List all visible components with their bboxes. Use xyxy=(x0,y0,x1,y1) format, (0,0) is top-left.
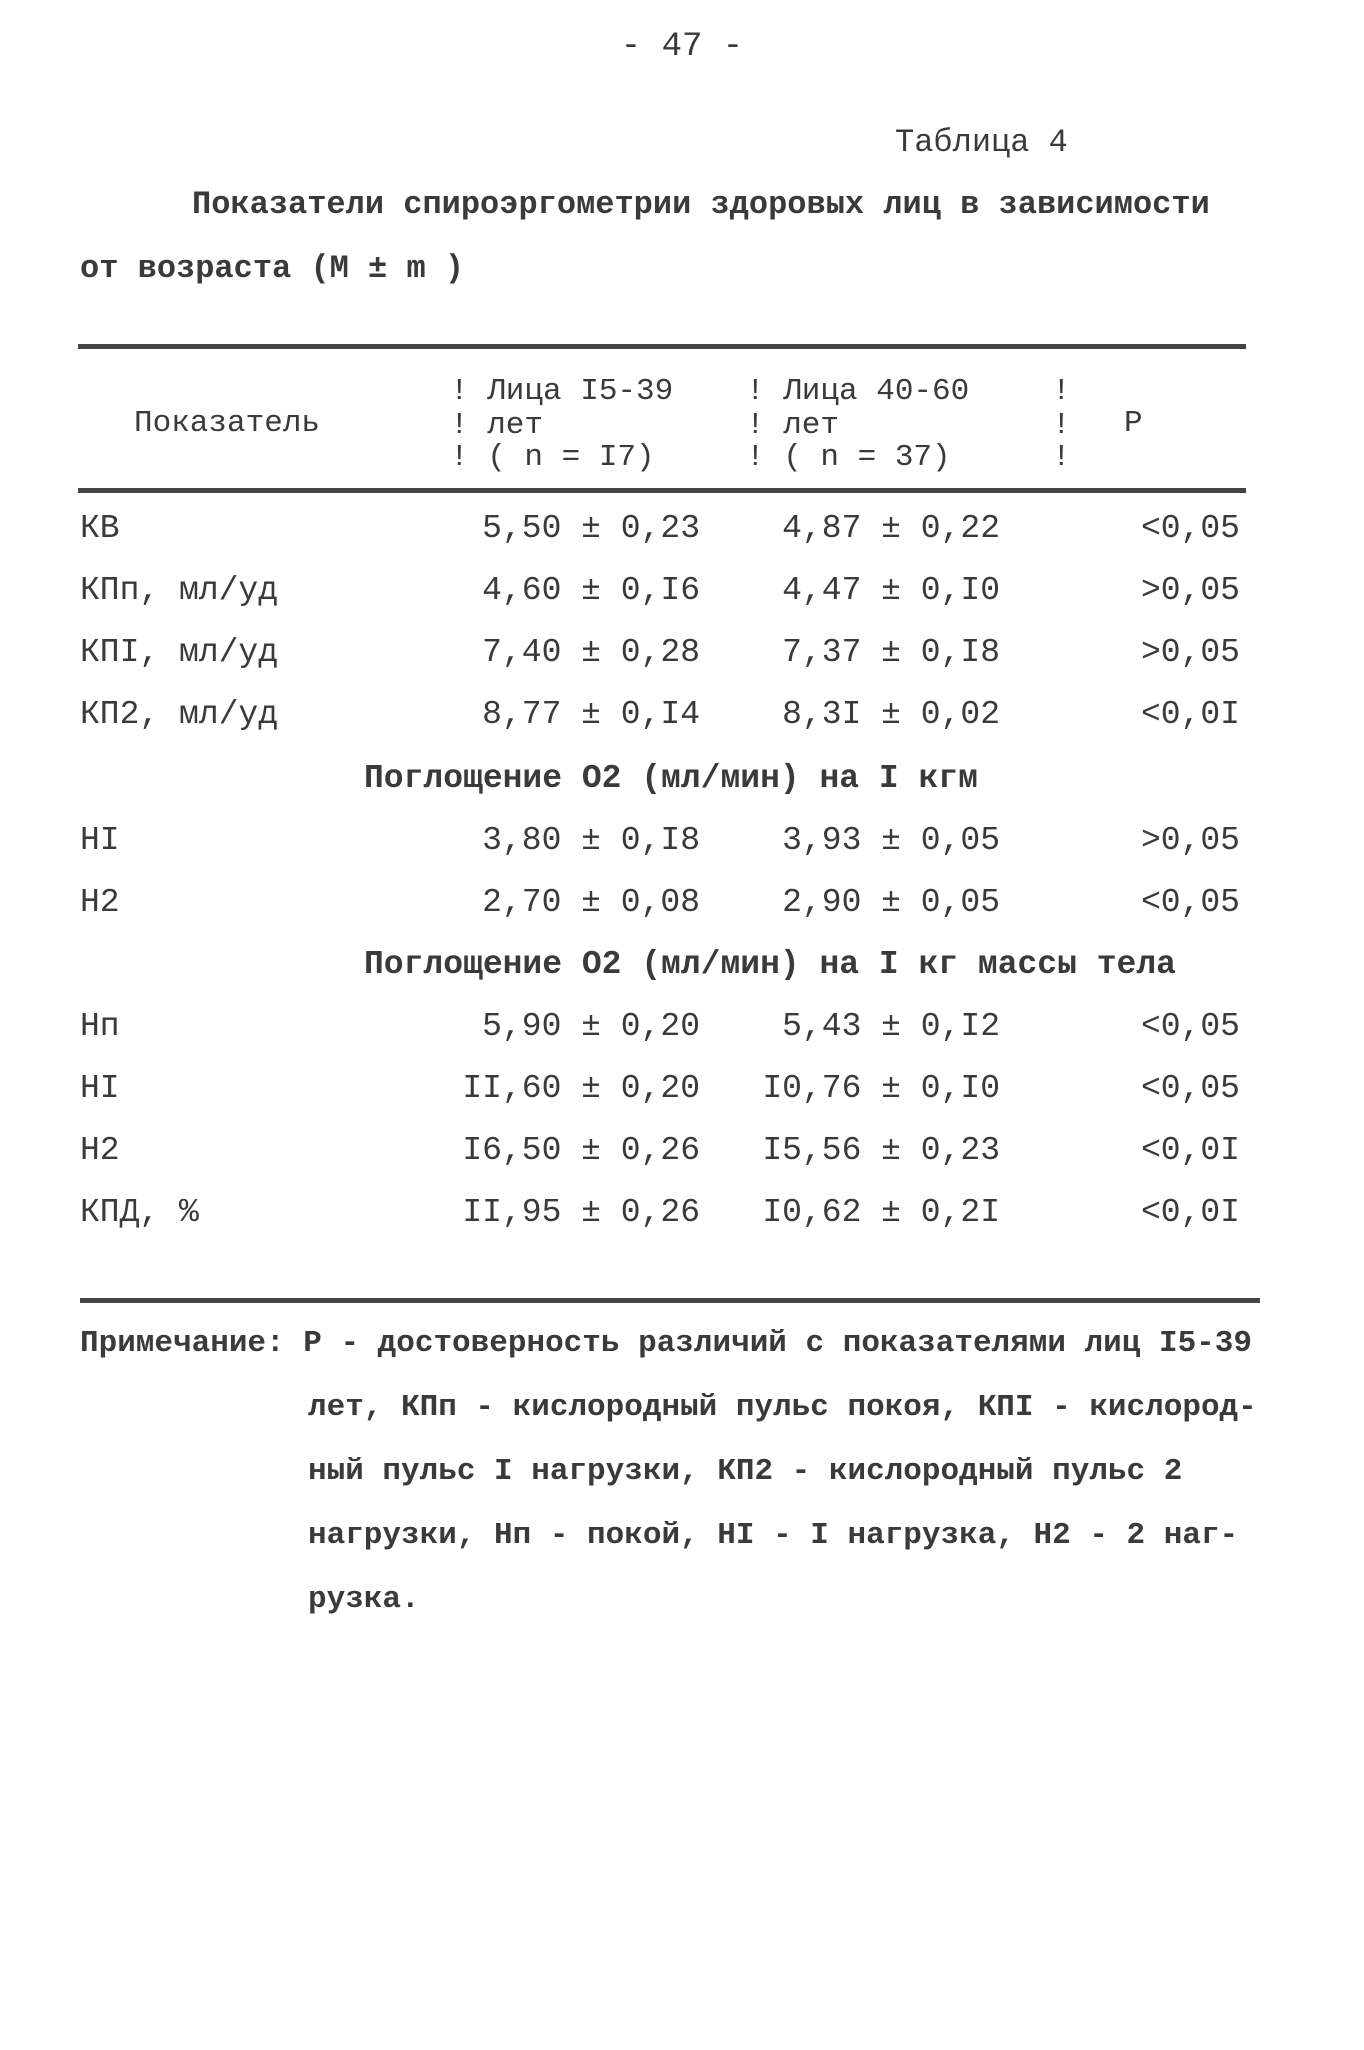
page-number: - 47 - xyxy=(620,28,744,66)
row-p-value: <0,0I xyxy=(1140,1194,1240,1231)
table-title-line-2: от возраста (М ± m ) xyxy=(80,250,465,287)
row-value-group1: 7,40 ± 0,28 xyxy=(482,634,700,671)
row-value-group2: 2,90 ± 0,05 xyxy=(782,884,1000,921)
row-value-group2: 5,43 ± 0,I2 xyxy=(782,1008,1000,1045)
row-name: H2 xyxy=(80,884,120,921)
row-p-value: <0,05 xyxy=(1140,1070,1240,1107)
row-name: HI xyxy=(80,1070,120,1107)
table-title-line-1: Показатели спироэргометрии здоровых лиц в зависимости xyxy=(192,186,1210,223)
row-value-group2: 4,47 ± 0,I0 xyxy=(782,572,1000,609)
note-line-5: рузка. xyxy=(308,1582,420,1617)
row-value-group1: 8,77 ± 0,I4 xyxy=(482,696,700,733)
row-value-group2: I0,76 ± 0,I0 xyxy=(762,1070,1000,1107)
header-group1-line1: ! Лица I5-39 xyxy=(450,374,674,409)
row-name: HI xyxy=(80,822,120,859)
row-value-group2: 3,93 ± 0,05 xyxy=(782,822,1000,859)
row-value-group2: 4,87 ± 0,22 xyxy=(782,510,1000,547)
row-p-value: <0,05 xyxy=(1140,1008,1240,1045)
header-group2-line1: ! Лица 40-60 xyxy=(746,374,970,409)
row-name: H2 xyxy=(80,1132,120,1169)
row-value-group2: 8,3I ± 0,02 xyxy=(782,696,1000,733)
row-value-group1: 3,80 ± 0,I8 xyxy=(482,822,700,859)
header-group2-line3: ! ( n = 37) xyxy=(746,440,951,475)
note-line-4: нагрузки, Hп - покой, HI - I нагрузка, H2 - 2 наг- xyxy=(308,1518,1239,1553)
row-value-group2: I0,62 ± 0,2I xyxy=(762,1194,1000,1231)
row-name: КПД, % xyxy=(80,1194,199,1231)
row-value-group1: 5,90 ± 0,20 xyxy=(482,1008,700,1045)
row-value-group2: 7,37 ± 0,I8 xyxy=(782,634,1000,671)
row-value-group1: II,95 ± 0,26 xyxy=(462,1194,700,1231)
row-value-group2: I5,56 ± 0,23 xyxy=(762,1132,1000,1169)
row-value-group1: II,60 ± 0,20 xyxy=(462,1070,700,1107)
header-separator-line1: ! xyxy=(1052,374,1071,409)
row-p-value: >0,05 xyxy=(1140,572,1240,609)
table-label: Таблица 4 xyxy=(895,124,1068,161)
row-value-group1: 4,60 ± 0,I6 xyxy=(482,572,700,609)
row-p-value: >0,05 xyxy=(1140,822,1240,859)
table-top-rule xyxy=(78,344,1246,349)
header-p: P xyxy=(1124,406,1143,441)
row-p-value: <0,0I xyxy=(1140,1132,1240,1169)
note-line-3: ный пульс I нагрузки, КП2 - кислородный пульс 2 xyxy=(308,1454,1183,1489)
row-name: Hп xyxy=(80,1008,120,1045)
row-value-group1: 2,70 ± 0,08 xyxy=(482,884,700,921)
table-header-rule xyxy=(78,488,1246,493)
header-separator-line2: ! xyxy=(1052,408,1071,443)
row-value-group1: 5,50 ± 0,23 xyxy=(482,510,700,547)
header-group1-line2: ! лет xyxy=(450,408,544,443)
note-line-2: лет, КПп - кислородный пульс покоя, КПI - кислород- xyxy=(308,1390,1257,1425)
row-value-group1: I6,50 ± 0,26 xyxy=(462,1132,700,1169)
row-p-value: <0,05 xyxy=(1140,884,1240,921)
table-bottom-rule xyxy=(80,1298,1260,1303)
note-line-1: Примечание: P - достоверность различий с показателями лиц I5-39 xyxy=(80,1326,1252,1361)
row-name: КПI, мл/уд xyxy=(80,634,279,671)
row-p-value: >0,05 xyxy=(1140,634,1240,671)
header-indicator: Показатель xyxy=(134,406,321,441)
row-p-value: <0,05 xyxy=(1140,510,1240,547)
row-name: КП2, мл/уд xyxy=(80,696,279,733)
row-p-value: <0,0I xyxy=(1140,696,1240,733)
header-group1-line3: ! ( n = I7) xyxy=(450,440,655,475)
row-name: КВ xyxy=(80,510,120,547)
header-group2-line2: ! лет xyxy=(746,408,840,443)
row-name: КПп, мл/уд xyxy=(80,572,279,609)
header-separator-line3: ! xyxy=(1052,440,1071,475)
section-heading-per-kgm: Поглощение O2 (мл/мин) на I кгм xyxy=(364,760,978,797)
section-heading-per-kg-body-mass: Поглощение O2 (мл/мин) на I кг массы тела xyxy=(364,946,1176,983)
